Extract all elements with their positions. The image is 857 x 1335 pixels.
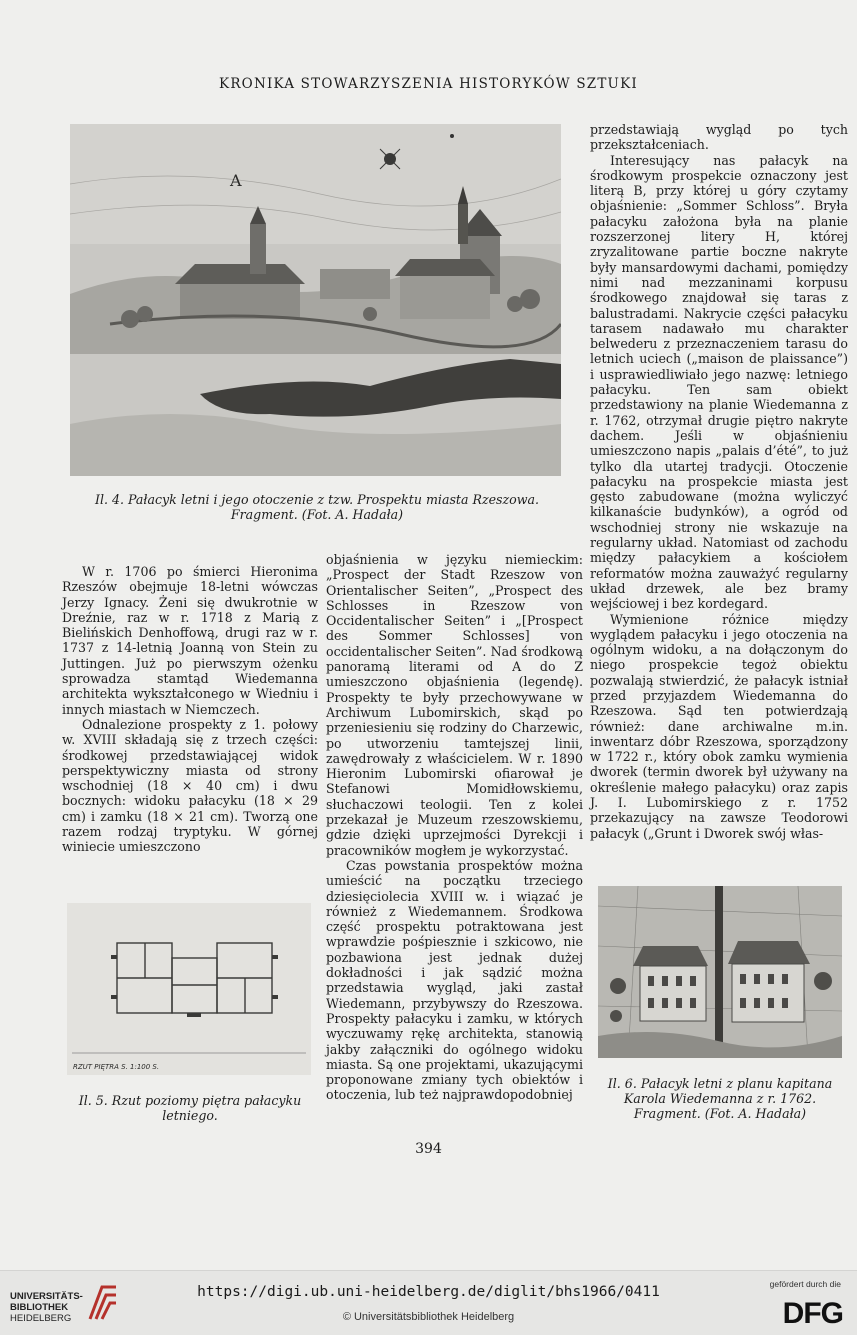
paragraph: Odnalezione prospekty z 1. połowy w. XVIII składają się z trzech części: środkowej przedstawiającej widok perspektywiczny miasta od strony wschodniej (18 × 40 cm) i dwu bocznych: widoku pałacyku (18 × 29 cm) i zamku (18 × 21 cm). Tworzą one razem rodzaj tryptyku. W górnej winiecie umieszczono: [62, 716, 318, 855]
dfg-logo[interactable]: DFG: [782, 1297, 843, 1330]
library-name-line: UNIVERSITÄTS-: [10, 1291, 83, 1302]
figure-6-wiedemann-plan: [598, 886, 842, 1058]
funding-label: gefördert durch die: [769, 1279, 841, 1289]
text-column-middle: [326, 552, 583, 1103]
page-number: 394: [415, 1141, 442, 1157]
plan-note: RZUT PIĘTRA S. 1:100 S.: [73, 1063, 160, 1071]
copyright-notice: © Universitätsbibliothek Heidelberg: [342, 1311, 515, 1323]
source-url-link[interactable]: https://digi.ub.uni-heidelberg.de/diglit/bhs1966/0411: [197, 1284, 660, 1300]
figure-4-caption: Il. 4. Pałacyk letni i jego otoczenie z tzw. Prospektu miasta Rzeszowa. Fragment. (Fot. A. Hadała): [94, 492, 540, 522]
paragraph: objaśnienia w języku niemieckim: „Prospect der Stadt Rzeszow von Orientalischer Seiten”, „Prospect des Schlosses in Rzeszow von Occidentalischer Seiten” i „[Prospect des Sommer Schlosses] von occidentalischer Seiten”. Nad środkową panoramą literami od A do Z umieszczono objaśnienia (legendę). Prospekty te były przechowywane w Archiwum Lubomirskich, skąd po przeniesieniu się rodziny do Charzewic, po utworzeniu tamtejszej linii, zawędrowały z właścicielem. W r. 1890 Hieronim Lubomirski ofiarował je Stefanowi Momidłowskiemu, słuchaczowi teologii. Ten z kolei przekazał je Muzeum rzeszowskiemu, gdzie dzięki uprzejmości Dyrekcji i pracowników mogłem je wykorzystać.: [326, 552, 583, 858]
paragraph: przedstawiają wygląd po tych przekształceniach.: [590, 122, 848, 153]
paragraph: Interesujący nas pałacyk na środkowym prospekcie oznaczony jest literą B, przy której u góry czytamy objaśnienie: „Sommer Schloss”. Bryła pałacyku założona była na planie rozszerzonej litery H, której zryzalitowane partie boczne nakryte były mansardowymi dachami, pomiędzy nimi nad mezzaninami korpusu środkowego znajdował się taras z balustradami. Nakrycie części pałacyku tarasem nadawało mu charakter belwederu z przeznaczeniem tarasu do letnich uciech („maison de plaissance”) i usprawiedliwiało jego nazwę: letniego pałacyku. Ten sam obiekt przedstawiony na planie Wiedemanna z r. 1762, otrzymał drugie piętro nakryte dachem. Jeśli w objaśnieniu umieszczono napis „palais d’été”, to już tylko dla utartej tradycji. Otoczenie pałacyku na prospekcie miasta jest gęsto zabudowane (można wyliczyć kilkanaście budynków), a ogród od wschodniej strony nie wskazuje na regularny układ. Natomiast od zachodu między pałacykiem a kościołem reformatów można zauważyć regularny układ drzewek, ale bez bramy wejściowej i bez kordegard.: [590, 152, 848, 612]
text-column-left: [62, 564, 318, 855]
figure-6-caption: Il. 6. Pałacyk letni z planu kapitana Karola Wiedemanna z r. 1762. Fragment. (Fot. A. Hadała): [607, 1076, 833, 1121]
figure-4-town-prospect: [70, 124, 561, 476]
figure-4-label: A: [230, 171, 242, 190]
figure-5-floor-plan: [67, 903, 311, 1075]
text-column-right-top: [590, 122, 848, 841]
paragraph: Czas powstania prospektów można umieścić na początku trzeciego dziesięciolecia XVIII w. i wiązać je również z Wiedemannem. Środkowa część prospektu potraktowana jest wprawdzie pośpiesznie i szkicowo, nie pozbawiona jest jednak dużej dokładności i jak sądzić można przedstawia wygląd, jaki zastał Wiedemann, przybywszy do Rzeszowa. Prospekty pałacyku i zamku, w których wyczuwamy rękę architekta, stanowią jakby załączniki do ogólnego widoku miasta. Są one projektami, ukazującymi proponowane zmiany tych obiektów i otoczenia, lub też najprawdopodobniej: [326, 857, 583, 1103]
library-name-line: BIBLIOTHEK: [10, 1302, 69, 1313]
paragraph: Wymienione różnice między wyglądem pałacyku i jego otoczenia na ogólnym widoku, a na dołączonym do niego prospekcie tegoż obiektu pozwalają stwierdzić, że pałacyk istniał przed przyjazdem Wiedemanna do Rzeszowa. Sąd ten potwierdzają również: dane archiwalne m.in. inwentarz dóbr Rzeszowa, sporządzony w 1722 r., który obok zamku wymienia dworek (termin dworek był używany na określenie małego pałacyku) oraz zapis J. I. Lubomirskiego z r. 1752 przekazujący na zawsze Teodorowi pałacyk („Grunt i Dworek swój włas-: [590, 611, 848, 841]
library-name-line: HEIDELBERG: [10, 1313, 72, 1324]
running-head: KRONIKA STOWARZYSZENIA HISTORYKÓW SZTUKI: [219, 76, 638, 92]
footer-bar: [0, 1270, 857, 1335]
paragraph: W r. 1706 po śmierci Hieronima Rzeszów obejmuje 18-letni wówczas Jerzy Ignacy. Żeni się dwukrotnie w Dreźnie, raz w r. 1718 z Marią z Bielińskich Denhoffową, drugi raz w r. 1737 z 14-letnią Joanną von Stein zu Juttingen. Już po pierwszym ożenku sprowadza stamtąd Wiedemanna architekta wykształconego w Wiedniu i innych miastach w Niemczech.: [62, 564, 318, 717]
figure-5-caption: Il. 5. Rzut poziomy piętra pałacyku letniego.: [78, 1093, 302, 1123]
